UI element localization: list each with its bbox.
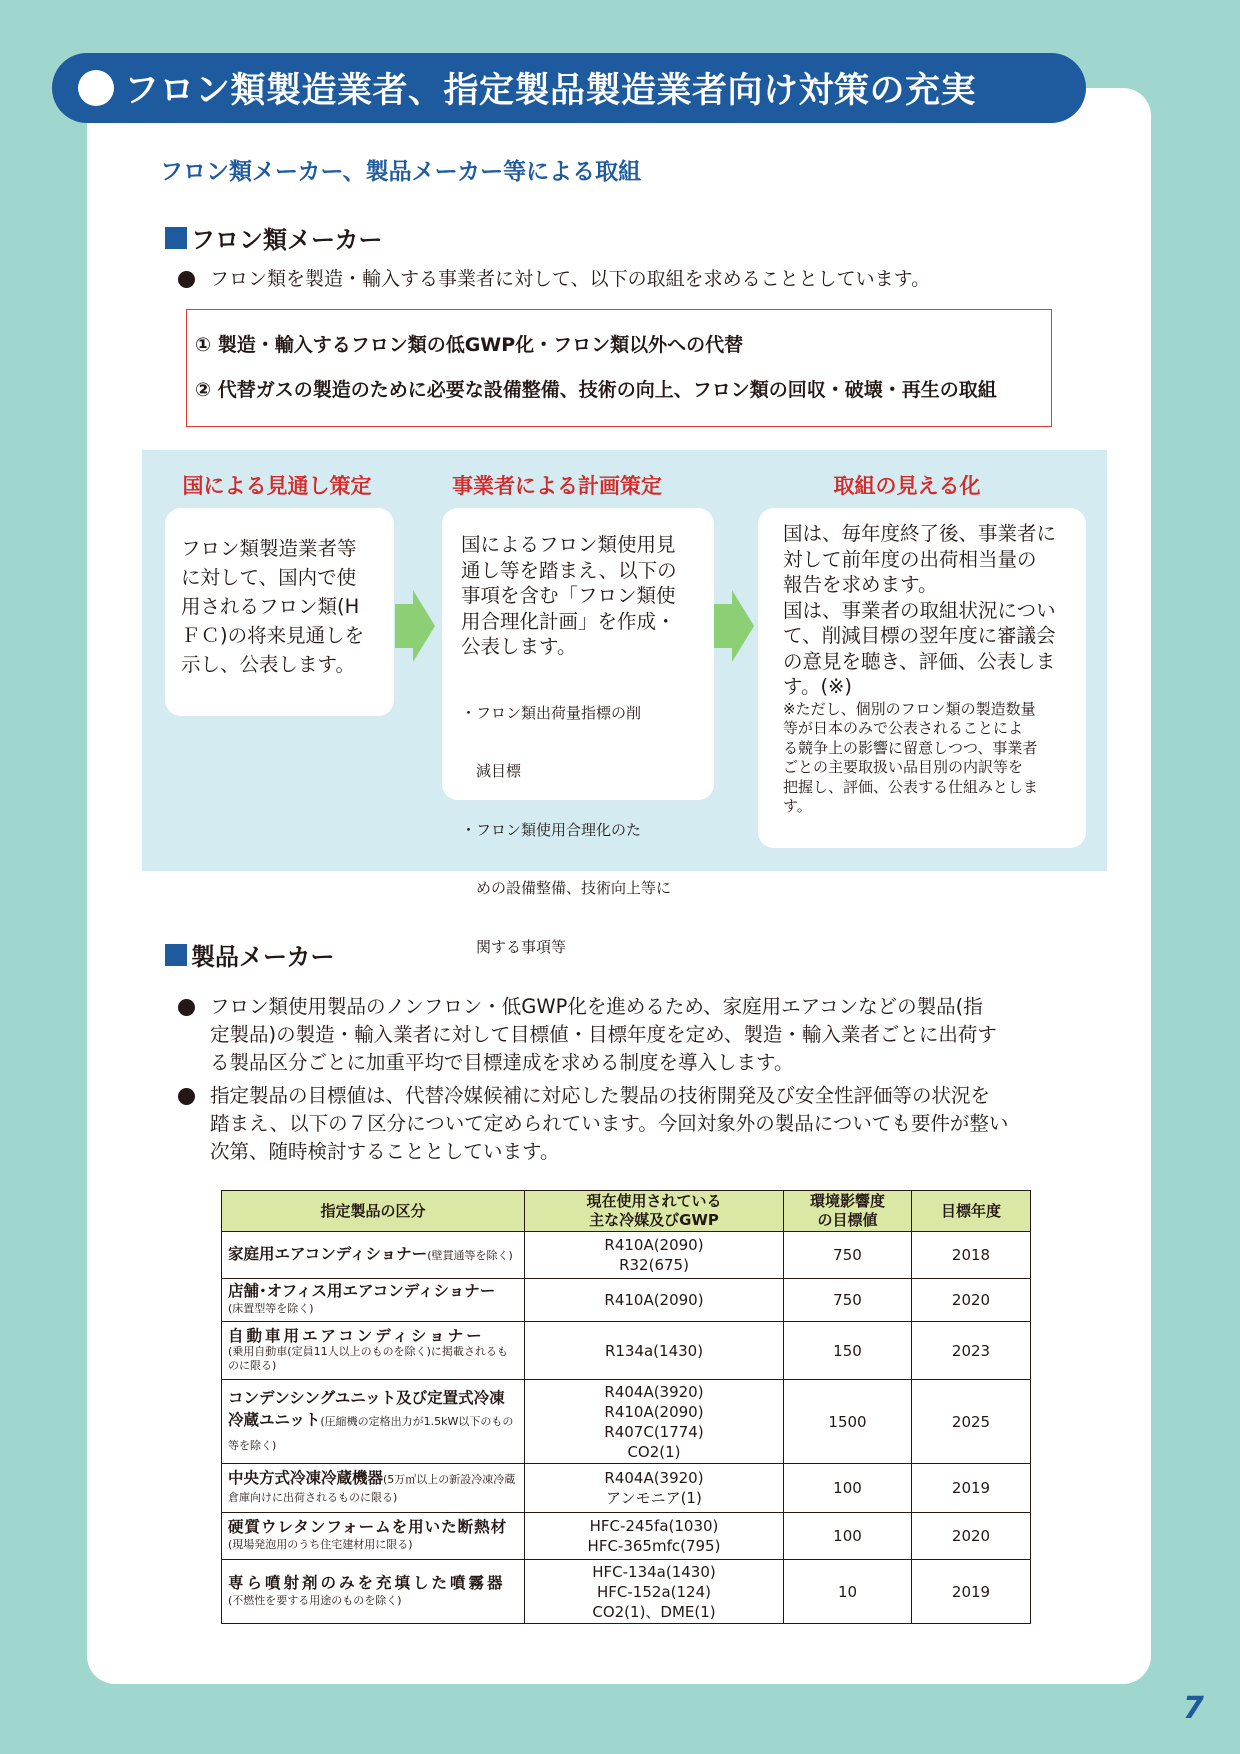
square-bullet-icon bbox=[165, 227, 187, 249]
target-value-cell: 150 bbox=[784, 1322, 912, 1380]
product-category-cell bbox=[222, 1232, 525, 1279]
table-header: 現在使用されている 主な冷媒及びGWP bbox=[525, 1191, 784, 1232]
table-row bbox=[222, 1464, 1031, 1513]
flow-heading-2: 事業者による計画策定 bbox=[452, 474, 662, 498]
refrigerant-cell: R134a(1430) bbox=[525, 1322, 784, 1380]
bullet-text-line: る製品区分ごとに加重平均で目標達成を求める制度を導入します。 bbox=[210, 1051, 794, 1074]
flow-box-3-line: 対して前年度の出荷相当量の bbox=[783, 547, 1037, 571]
product-name: 家庭用エアコンディショナー bbox=[228, 1245, 428, 1263]
title-banner bbox=[52, 53, 1086, 123]
flow-box-3-note: 等が日本のみで公表されることによ bbox=[783, 719, 1024, 737]
section-heading-product-makers bbox=[165, 937, 335, 972]
product-name: 中央方式冷凍冷蔵機器 bbox=[228, 1469, 384, 1487]
table-row bbox=[222, 1279, 1031, 1322]
flow-box-2-line: 事項を含む「フロン類使 bbox=[461, 584, 676, 607]
bullet-dot-icon bbox=[178, 271, 195, 288]
table-header: 目標年度 bbox=[912, 1191, 1031, 1232]
process-flow bbox=[142, 450, 1107, 956]
table-header: 環境影響度 の目標値 bbox=[784, 1191, 912, 1232]
product-category-cell bbox=[222, 1279, 525, 1322]
requirements-box bbox=[186, 309, 1052, 427]
bullet-text-line: フロン類使用製品のノンフロン・低GWP化を進めるため、家庭用エアコンなどの製品(指 bbox=[210, 995, 983, 1018]
flow-box-1-line: ＦＣ)の将来見通しを bbox=[181, 624, 365, 647]
target-year-cell: 2023 bbox=[912, 1322, 1031, 1380]
product-name: 専ら噴射剤のみを充填した噴霧器 bbox=[228, 1573, 506, 1592]
product-name: 店舗･オフィス用エアコンディショナー bbox=[228, 1282, 496, 1300]
refrigerant-cell: HFC-134a(1430) HFC-152a(124) CO2(1)、DME(1) bbox=[525, 1560, 784, 1624]
product-name: 硬質ウレタンフォームを用いた断熱材 bbox=[228, 1518, 508, 1536]
section-heading-freon-makers bbox=[165, 220, 383, 255]
flow-box-1-line: に対して、国内で使 bbox=[181, 566, 357, 589]
requirement-item-1: ① 製造・輸入するフロン類の低GWP化・フロン類以外への代替 bbox=[195, 334, 744, 356]
product-category-cell bbox=[222, 1322, 525, 1380]
target-year-cell: 2019 bbox=[912, 1560, 1031, 1624]
table-row bbox=[222, 1560, 1031, 1624]
flow-box-1-line: フロン類製造業者等 bbox=[181, 537, 357, 560]
section-heading-text: フロン類メーカー bbox=[191, 226, 383, 254]
bullet-item bbox=[178, 1082, 1068, 1166]
flow-box-2-line: 公表します。 bbox=[461, 635, 577, 658]
target-value-cell: 100 bbox=[784, 1513, 912, 1560]
bullet-text: フロン類を製造・輸入する事業者に対して、以下の取組を求めることとしています。 bbox=[210, 268, 931, 290]
product-category-cell bbox=[222, 1513, 525, 1560]
flow-box-3-line: 報告を求めます。 bbox=[783, 573, 938, 596]
flow-box-1-line: 示し、公表します。 bbox=[181, 653, 355, 676]
bullet-dot-icon bbox=[178, 1088, 195, 1105]
arrow-right-icon bbox=[395, 590, 435, 662]
refrigerant-cell: R410A(2090) R32(675) bbox=[525, 1232, 784, 1279]
bullet-text-line: 踏まえ、以下の７区分について定められています。今回対象外の製品についても要件が整い bbox=[210, 1112, 1009, 1135]
flow-box-3-note: 把握し、評価、公表する仕組みとしま bbox=[783, 777, 1039, 796]
flow-box-2 bbox=[442, 508, 714, 956]
flow-box-2-note: ・フロン類使用合理化のた bbox=[461, 820, 642, 839]
page-subtitle: フロン類メーカー、製品メーカー等による取組 bbox=[160, 159, 642, 185]
table-header: 指定製品の区分 bbox=[222, 1191, 525, 1232]
bullet-item bbox=[178, 265, 1058, 293]
product-note: (圧縮機の定格出力が1.5kW以下のもの等を除く) bbox=[228, 1414, 514, 1452]
target-year-cell: 2019 bbox=[912, 1464, 1031, 1513]
target-value-cell: 100 bbox=[784, 1464, 912, 1513]
product-note: (乗用自動車(定員11人以上のものを除く)に掲載されるものに限る) bbox=[228, 1345, 508, 1372]
table-row bbox=[222, 1380, 1031, 1464]
product-note: (5万㎥以上の新設冷凍冷蔵倉庫向けに出荷されるものに限る) bbox=[228, 1473, 516, 1504]
target-year-cell: 2020 bbox=[912, 1279, 1031, 1322]
refrigerant-cell: HFC-245fa(1030) HFC-365mfc(795) bbox=[525, 1513, 784, 1560]
flow-box-1-line: 用されるフロン類(H bbox=[181, 595, 360, 618]
target-year-cell: 2025 bbox=[912, 1380, 1031, 1464]
table-header-row bbox=[222, 1191, 1031, 1232]
flow-box-3-note: ※ただし、個別のフロン類の製造数量 bbox=[783, 699, 1036, 718]
flow-box-2-line: 用合理化計画」を作成・ bbox=[461, 609, 676, 633]
target-year-cell: 2018 bbox=[912, 1232, 1031, 1279]
arrow-right-icon bbox=[714, 590, 754, 662]
designated-products-table bbox=[221, 1190, 1031, 1624]
flow-box-3-line: す。(※) bbox=[783, 675, 852, 698]
product-note: (不燃性を要する用途のものを除く) bbox=[228, 1593, 402, 1607]
target-year-cell: 2020 bbox=[912, 1513, 1031, 1560]
bullet-item bbox=[178, 993, 1068, 1077]
product-note: (床置型等を除く) bbox=[228, 1302, 314, 1315]
title-bullet-icon bbox=[78, 70, 114, 106]
table-row bbox=[222, 1513, 1031, 1560]
flow-box-2-line: 国によるフロン類使用見 bbox=[461, 533, 676, 556]
product-category-cell bbox=[222, 1380, 525, 1464]
flow-box-2-line: 通し等を踏まえ、以下の bbox=[461, 558, 677, 582]
section-heading-text: 製品メーカー bbox=[191, 943, 335, 971]
flow-heading-3: 取組の見える化 bbox=[833, 474, 981, 498]
bullet-text-line: 指定製品の目標値は、代替冷媒候補に対応した製品の技術開発及び安全性評価等の状況を bbox=[210, 1084, 991, 1107]
flow-heading-1: 国による見通し策定 bbox=[182, 474, 372, 498]
square-bullet-icon bbox=[165, 944, 187, 966]
target-value-cell: 1500 bbox=[784, 1380, 912, 1464]
page-title: フロン類製造業者、指定製品製造業者向け対策の充実 bbox=[124, 71, 977, 111]
bullet-text-line: 定製品)の製造・輸入業者に対して目標値・目標年度を定め、製造・輸入業者ごとに出荷す bbox=[210, 1023, 997, 1046]
product-note: (壁貫通等を除く) bbox=[427, 1249, 513, 1262]
flow-box-3-note: る競争上の影響に留意しつつ、事業者 bbox=[783, 738, 1038, 757]
target-value-cell: 750 bbox=[784, 1232, 912, 1279]
flow-box-3-note: す。 bbox=[783, 797, 812, 815]
flow-box-3-line: て、削減目標の翌年度に審議会 bbox=[783, 624, 1056, 647]
target-value-cell: 750 bbox=[784, 1279, 912, 1322]
product-category-cell bbox=[222, 1560, 525, 1624]
target-value-cell: 10 bbox=[784, 1560, 912, 1624]
flow-box-3-line: 国は、毎年度終了後、事業者に bbox=[783, 522, 1057, 545]
table-row bbox=[222, 1322, 1031, 1380]
flow-box-3-line: の意見を聴き、評価、公表しま bbox=[783, 649, 1056, 673]
flow-box-3 bbox=[758, 508, 1086, 848]
refrigerant-cell: R404A(3920) R410A(2090) R407C(1774) CO2(1) bbox=[525, 1380, 784, 1464]
flow-box-2-note: 減目標 bbox=[461, 762, 522, 780]
table-row bbox=[222, 1232, 1031, 1279]
flow-box-1 bbox=[165, 508, 394, 716]
bullet-dot-icon bbox=[178, 999, 195, 1016]
product-name: 自動車用エアコンディショナー bbox=[228, 1327, 485, 1345]
product-name: コンデンシングユニット及び定置式冷凍冷蔵ユニット bbox=[228, 1388, 505, 1429]
flow-box-2-note: 関する事項等 bbox=[461, 937, 567, 956]
flow-box-2-note: ・フロン類出荷量指標の削 bbox=[461, 703, 642, 722]
flow-box-2-note: めの設備整備、技術向上等に bbox=[461, 879, 672, 897]
page-number: 7 bbox=[1183, 1691, 1204, 1726]
product-category-cell bbox=[222, 1464, 525, 1513]
flow-box-3-line: 国は、事業者の取組状況につい bbox=[783, 598, 1056, 622]
product-note: (現場発泡用のうち住宅建材用に限る) bbox=[228, 1538, 413, 1551]
flow-box-3-note: ごとの主要取扱い品目別の内訳等を bbox=[783, 758, 1024, 776]
bullet-text-line: 次第、随時検討することとしています。 bbox=[210, 1140, 560, 1163]
requirement-item-2: ② 代替ガスの製造のために必要な設備整備、技術の向上、フロン類の回収・破壊・再生の取組 bbox=[195, 379, 997, 401]
refrigerant-cell: R410A(2090) bbox=[525, 1279, 784, 1322]
refrigerant-cell: R404A(3920) アンモニア(1) bbox=[525, 1464, 784, 1513]
